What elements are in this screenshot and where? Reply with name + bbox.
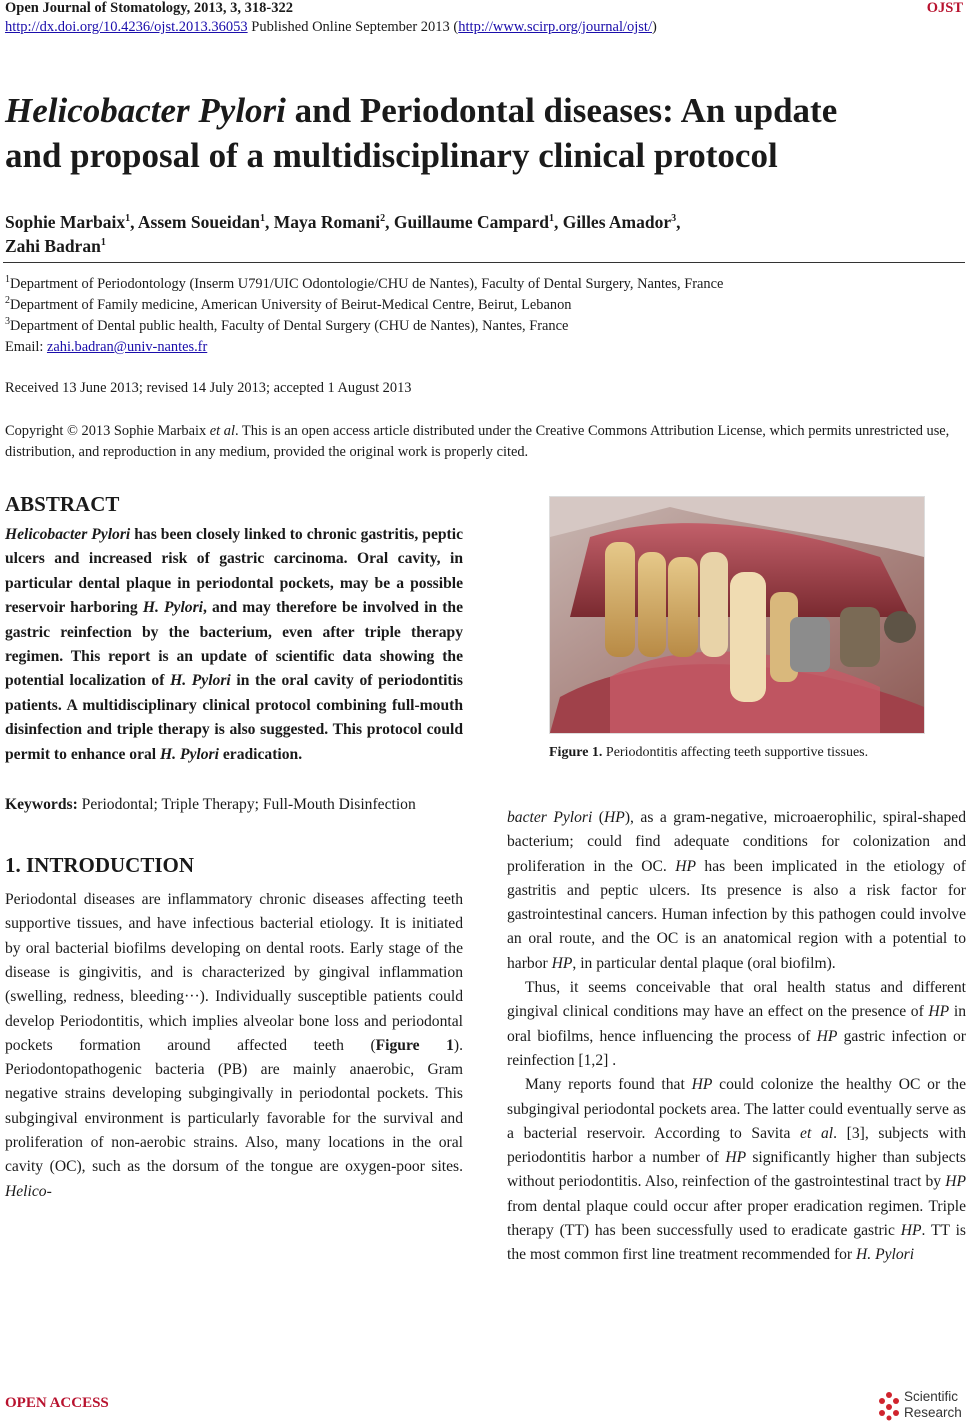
hp-term: HP [551,954,573,972]
text: Thus, it seems conceivable that oral health status and different gingival clinical conditions may have an effect on the presence of [507,979,966,1021]
author: Guillaume Campard [393,212,549,232]
affil-sup: 3 [5,316,10,328]
paper-title [5,88,965,178]
journal-citation: Open Journal of Stomatology, 2013, 3, 318-322 [5,0,293,16]
text: could colonize the healthy OC or the subgingival periodontal pockets area. The latter could eventually serve as a bacterial reservoir. According to Savita [507,1076,966,1142]
scientific-research-logo [876,1389,968,1423]
header-divider [3,262,965,263]
author-sup: 1 [259,213,265,225]
open-access-label: OPEN ACCESS [5,1395,109,1411]
affil-text: Department of Periodontology (Inserm U791/UIC Odontologie/CHU de Nantes), Faculty of Dental Surgery, Nantes, France [10,276,724,292]
text: significantly higher than subjects without periodontitis. Also, reinfection of the gastrointestinal tract by [507,1149,966,1191]
author-sep: , [264,212,274,232]
title-italic: Helicobacter Pylori [5,91,286,130]
journal-link[interactable]: http://www.scirp.org/journal/ojst/ [458,19,652,35]
affiliation [5,274,965,295]
scirp-logo-icon [876,1391,902,1421]
hp-term: HP [691,1076,713,1094]
copyright-notice [5,421,965,463]
figure-ref[interactable]: Figure 1 [375,1036,454,1054]
figure-caption-text: Periodontitis affecting teeth supportive tissues. [602,745,869,760]
body-paragraph-1 [507,806,966,976]
keywords-text: Periodontal; Triple Therapy; Full-Mouth Disinfection [77,796,416,814]
keywords-label: Keywords: [5,796,78,814]
abstract-s1: has been closely linked to chronic gastritis, peptic ulcers and increased risk of gastric carcinoma. Oral cavity, in particular dental plaque in periodontal pockets, may be a possible reservoir harboring [5,526,463,617]
text: ( [592,809,605,826]
hp-term: HP [604,809,625,826]
logo-line1: Scientific [904,1389,959,1404]
abstract-s3: in the oral cavity of periodontitis patients. A multidisciplinary clinical protocol combining full-mouth disinfection and triple therapy is also suggested. This protocol could permit to enhance oral [5,672,463,763]
text: from dental plaque could occur after proper eradication regimen. Triple therapy (TT) has been successfully used to eradicate gastric [507,1197,966,1240]
intro-text-a: Periodontal diseases are inflammatory chronic diseases affecting teeth supportive tissues, and have infectious bacterial etiology. It is initiated by oral bacterial biofilms developing on dental roots. Early stage of the disease is gingivitis, and is characterized by gingival inflammation (swelling, redness, bleeding···). Individually susceptible patients could develop Periodontitis, which implies alveolar bone loss and periodontal pockets formation around affected teeth ( [5,891,463,1054]
published-text: Published Online September 2013 ( [247,19,459,35]
intro-italic: Helico- [5,1182,52,1200]
author-sup: 2 [380,213,386,225]
figure-1-image [549,496,925,734]
italic-term: bacter Pylori [507,809,593,826]
author: Maya Romani [273,212,381,232]
etal: et al [800,1124,834,1142]
text: Many reports found that [525,1076,692,1094]
abstract-italic: H. Pylori [170,672,231,690]
logo-line2: Research [904,1405,962,1420]
abstract-italic: H. Pylori [142,599,203,617]
author-sup: 1 [548,213,554,225]
author: Sophie Marbaix [5,212,126,232]
keywords [5,793,463,817]
affiliations [5,274,965,358]
author: Zahi Badran [5,236,101,256]
right-column [507,806,966,1268]
hp-term: HP [816,1027,838,1045]
email-label: Email: [5,339,47,355]
copyright-part1: Copyright © 2013 Sophie Marbaix [5,423,210,439]
doi-line [5,19,657,36]
title-line1: and Periodontal diseases: An update [285,91,838,130]
author-sup: 1 [100,237,106,249]
affil-sup: 2 [5,295,10,307]
author-list [5,210,965,258]
author: Assem Soueidan [137,212,260,232]
left-column [5,492,463,1204]
figure-1-caption [549,742,924,764]
intro-paragraph [5,888,463,1204]
affil-sup: 1 [5,274,10,286]
body-paragraph-2 [507,976,966,1073]
text: . TT is the most common first line treatment recommended for [507,1222,966,1264]
abstract-italic: Helicobacter Pylori [5,526,131,543]
abstract-s4: eradication. [218,745,303,763]
hp-term: HP [928,1003,950,1021]
received-dates: Received 13 June 2013; revised 14 July 2013; accepted 1 August 2013 [5,380,412,396]
author-sup: 3 [671,213,677,225]
hp-term: HP [725,1149,747,1167]
paren-close: ) [652,19,657,35]
abstract-s2: , and may therefore be involved in the gastric reinfection by the bacterium, even after triple therapy regimen. This report is an update of scientific data showing the potential localization of [5,599,464,690]
periodontitis-photo [550,497,924,733]
author-sep: , [553,212,563,232]
text: ), as a gram-negative, microaerophilic, spiral-shaped bacterium; could find adequate conditions for colonization and proliferation in the OC. [507,809,967,875]
intro-heading: 1. INTRODUCTION [5,853,195,878]
author-sep: , [385,212,394,232]
figure-label: Figure 1. [549,745,603,760]
logo-text [904,1389,962,1421]
intro-text-b: ). Periodontopathogenic bacteria (PB) are mainly anaerobic, Gram negative strains developing subgingivally in periodontal pockets. This subgingival environment is particularly favorable for the survival and proliferation of non-aerobic strains. Also, many locations in the oral cavity (OC), such as the dorsum of the tongue are oxygen-poor sites. [5,1036,463,1176]
text: . [3], subjects with periodontitis harbor a number of [507,1124,966,1167]
hp-term: HP [900,1222,922,1240]
author-sup: 1 [125,213,131,225]
text: , in particular dental plaque (oral biofilm). [572,954,836,972]
author-sep: , [130,212,138,232]
abstract-heading: ABSTRACT [5,492,120,516]
author-sep: , [676,212,681,232]
author: Gilles Amador [562,212,672,232]
title-line2: and proposal of a multidisciplinary clinical protocol [5,136,778,175]
italic-term: H. Pylori [856,1246,915,1264]
abstract-italic: H. Pylori [160,745,219,763]
email-line [5,337,965,358]
abstract-text [5,523,463,767]
copyright-etal: et al [209,423,235,439]
affiliation [5,316,965,337]
hp-term: HP [945,1173,966,1191]
affiliation [5,295,965,316]
affil-text: Department of Family medicine, American University of Beirut-Medical Centre, Beirut, Lebanon [10,297,572,313]
affil-text: Department of Dental public health, Faculty of Dental Surgery (CHU de Nantes), Nantes, France [10,318,569,334]
body-paragraph-3 [507,1073,966,1267]
text: has been implicated in the etiology of gastritis and peptic ulcers. Its presence is also a risk factor for gastrointestinal cancers. Human infection by this pathogen could involve an oral route, and the OC is an anatomical region with a potential to harbor [507,857,967,972]
email-link[interactable]: zahi.badran@univ-nantes.fr [46,339,208,355]
hp-term: HP [675,857,697,875]
journal-abbrev: OJST [926,0,963,16]
text: gastric infection or reinfection [1,2] . [507,1027,966,1069]
text: in oral biofilms, hence influencing the process of [507,1003,966,1045]
copyright-part2: . This is an open access article distributed under the Creative Commons Attribution License, which permits unrestricted use, distribution, and reproduction in any medium, provided the original work is properly cited. [5,423,950,460]
doi-link[interactable]: http://dx.doi.org/10.4236/ojst.2013.36053 [5,19,248,35]
